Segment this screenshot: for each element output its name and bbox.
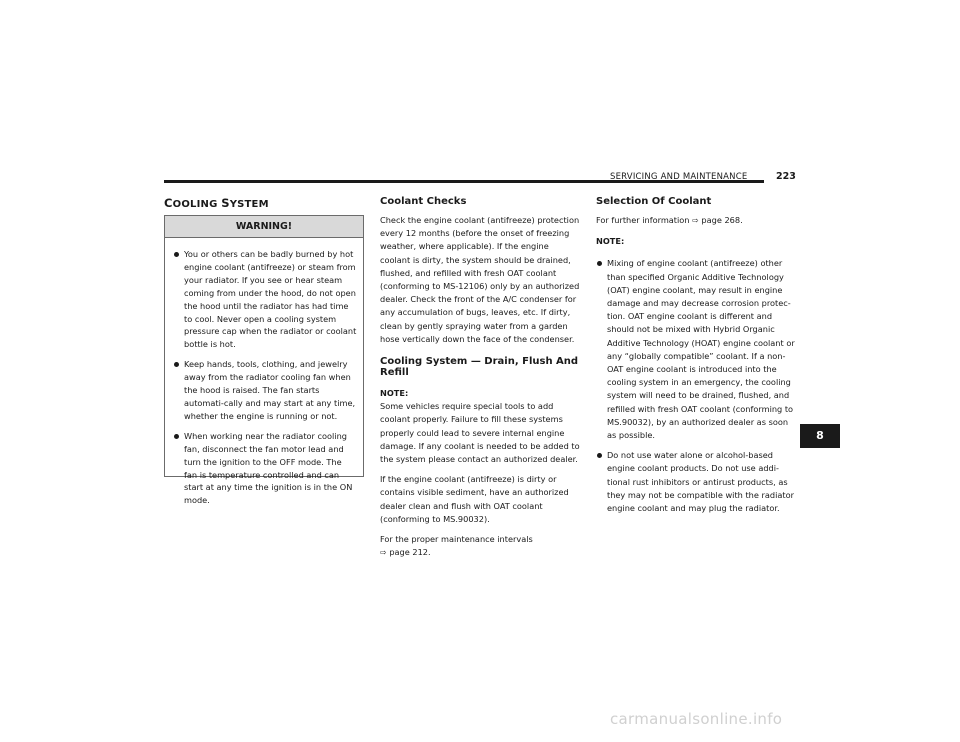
warning-item xyxy=(173,358,357,423)
drain-flush-note: Some vehicles require special tools to add coolant properly. Failure to fill these systems properly could lead to severe internal engine damage. If any coolant is needed to be added to the system please contact an authorized dealer. xyxy=(380,401,580,465)
page-reference-arrow-icon: ⇨ xyxy=(692,216,699,225)
selection-info xyxy=(596,214,798,227)
bullet-icon xyxy=(597,261,602,266)
drain-flush-heading: Cooling System — Drain, Flush And Refill xyxy=(380,356,579,379)
section-title-initial-2: S xyxy=(221,196,230,210)
drain-flush-para-2 xyxy=(380,533,580,559)
selection-item xyxy=(596,257,798,442)
selection-heading: Selection Of Coolant xyxy=(596,196,712,207)
bullet-icon xyxy=(174,434,179,439)
warning-title: WARNING! xyxy=(165,216,363,238)
section-title-initial-1: C xyxy=(164,196,173,210)
section-title-rest-2: YSTEM xyxy=(229,199,269,210)
section-title-rest-1: OOLING xyxy=(172,199,222,210)
bullet-icon xyxy=(174,252,179,257)
chapter-tab: 8 xyxy=(800,424,840,448)
warning-item-text: You or others can be badly burned by hot engine coolant (antifreeze) or steam from your radiator. If you see or hear steam coming from under the hood, do not open the hood until the radiator has had time to cool. Never open a cooling system pressure cap when the radiator or coolant bottle is hot. xyxy=(184,249,357,350)
drain-flush-para-1: If the engine coolant (antifreeze) is dirty or contains visible sediment, have an authorized dealer clean and flush with OAT coolant (conforming to MS.90032). xyxy=(380,474,569,524)
right-column xyxy=(596,196,798,522)
note-label: NOTE: xyxy=(596,236,625,247)
header-section-title: SERVICING AND MAINTENANCE xyxy=(610,172,748,182)
page-212-link[interactable]: page 212. xyxy=(389,547,431,558)
page-reference-arrow-icon: ⇨ xyxy=(380,548,387,558)
bullet-icon xyxy=(597,453,602,458)
drain-flush-para-2-text: For the proper maintenance intervals xyxy=(380,534,533,545)
watermark: carmanualsonline.info xyxy=(610,710,783,728)
coolant-checks-heading: Coolant Checks xyxy=(380,196,467,207)
warning-item xyxy=(173,430,357,507)
section-title xyxy=(164,196,269,210)
warning-list xyxy=(165,238,363,507)
page-number: 223 xyxy=(776,171,796,182)
note-label: NOTE: xyxy=(380,388,409,399)
selection-item-text: Mixing of engine coolant (antifreeze) other than specified Organic Additive Technology (OAT) engine coolant, may result in engine damage and may decrease corrosion protec-tion. OAT engine coolant is different and should not be mixed with Hybrid Organic Additive Technology (HOAT) engine coolant or any “globally compatible” coolant. If a non-OAT engine coolant is introduced into the cooling system in an emergency, the cooling system will need to be drained, flushed, and refilled with fresh OAT coolant (conforming to MS.90032), by an authorized dealer as soon as possible. xyxy=(607,258,795,441)
warning-box xyxy=(164,215,364,506)
warning-item xyxy=(173,248,357,351)
selection-item-text: Do not use water alone or alcohol-based engine coolant products. Do not use addi-tional rust inhibitors or antirust products, as they may not be compatible with the radiator engine coolant and may plug the radiator. xyxy=(607,450,794,514)
selection-list xyxy=(596,257,798,515)
selection-item xyxy=(596,449,798,515)
selection-info-text: For further information xyxy=(596,215,690,225)
warning-item-text: Keep hands, tools, clothing, and jewelry away from the radiator cooling fan when the hood is raised. The fan starts automati-cally and may start at any time, whether the engine is running or not. xyxy=(184,359,356,421)
coolant-checks-body: Check the engine coolant (antifreeze) protection every 12 months (before the onset of freezing weather, where applicable). If the engine coolant is dirty, the system should be drained, flushed, and refilled with fresh OAT coolant (conforming to MS-12106) only by an authorized dealer. Check the front of the A/C condenser for any accumulation of bugs, leaves, etc. If dirty, clean by gently spraying water from a garden hose vertically down the face of the condenser. xyxy=(380,215,580,344)
warning-item-text: When working near the radiator cooling fan, disconnect the fan motor lead and turn the ignition to the OFF mode. The fan is temperature controlled and can start at any time the ignition is in the ON mode. xyxy=(184,430,353,506)
middle-column xyxy=(380,196,580,559)
bullet-icon xyxy=(174,362,179,367)
page-268-link[interactable]: page 268. xyxy=(701,215,743,225)
